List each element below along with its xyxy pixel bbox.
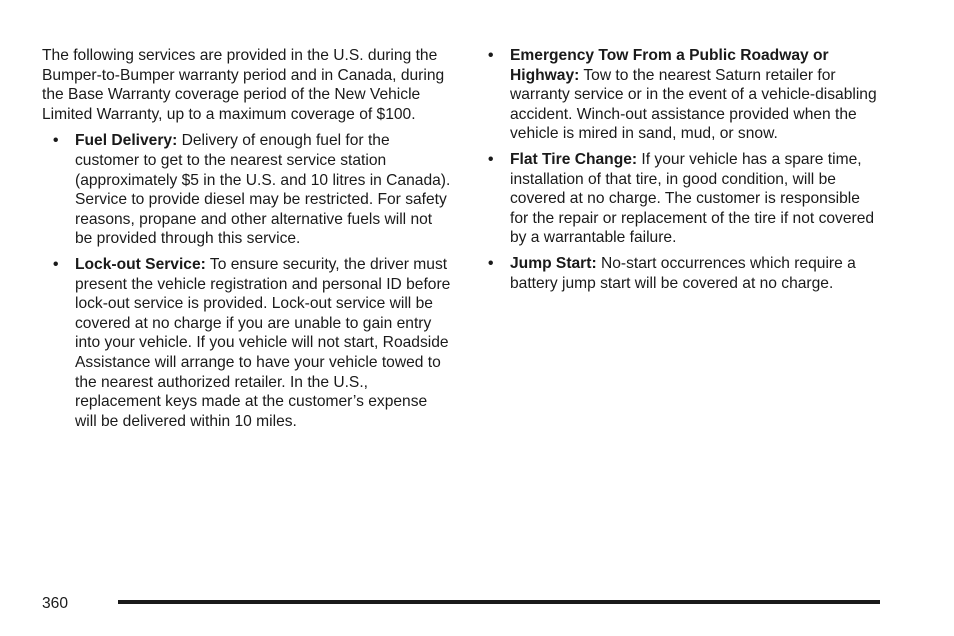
bullet-icon: • (488, 150, 494, 168)
list-item-flat-tire-change (486, 150, 881, 248)
item-text: Delivery of enough fuel for the customer to get to the nearest service station (approximately $5 in the U.S. and 10 litres in Canada). Service to provide diesel may be restricted. For safety reasons, propane and other alternative fuels will not be provided through this service. (75, 132, 451, 248)
list-item-fuel-delivery (42, 131, 452, 249)
bullet-icon: • (488, 47, 494, 64)
item-term: Lock-out Service: (75, 255, 206, 273)
item-term: Fuel Delivery: (75, 132, 178, 150)
right-service-list (486, 46, 881, 293)
page-number: 360 (42, 595, 69, 612)
item-text: If your vehicle has a spare time, installation of that tire, in good condition, will be covered at no charge. The customer is responsible for the repair or replacement of the tire if not covered by a warrantable failure. (510, 150, 875, 247)
item-text: No-start occurrences which require a battery jump start will be covered at no charge. (510, 254, 856, 292)
bullet-icon: • (53, 132, 59, 150)
left-service-list (42, 131, 452, 431)
bullet-icon: • (53, 255, 59, 273)
item-term: Jump Start: (510, 254, 597, 272)
right-column (486, 46, 881, 299)
item-term: Flat Tire Change: (510, 150, 638, 168)
bullet-icon: • (488, 254, 494, 272)
list-item-jump-start (486, 254, 881, 293)
footer-rule (118, 600, 880, 604)
left-column (42, 46, 452, 437)
item-text: Tow to the nearest Saturn retailer for warranty service or in the event of a vehicle-disabling accident. Winch-out assistance provided when the vehicle is mired in sand, mud, or snow. (510, 66, 877, 143)
list-item-emergency-tow (486, 46, 881, 144)
list-item-lock-out-service (42, 255, 452, 431)
item-term: Emergency Tow From a Public Roadway or Highway: (510, 47, 829, 84)
item-text: To ensure security, the driver must present the vehicle registration and personal ID before lock-out service is provided. Lock-out service will be covered at no charge if you are unable to gain entry into your vehicle. If you vehicle will not start, Roadside Assistance will arrange to have your vehicle towed to the nearest authorized retailer. In the U.S., replacement keys made at the customer’s expense will be delivered within 10 miles. (75, 255, 451, 430)
intro-paragraph: The following services are provided in the U.S. during the Bumper-to-Bumper warranty period and in Canada, during the Base Warranty coverage period of the New Vehicle Limited Warranty, up to a maximum coverage of $100. (42, 47, 445, 123)
